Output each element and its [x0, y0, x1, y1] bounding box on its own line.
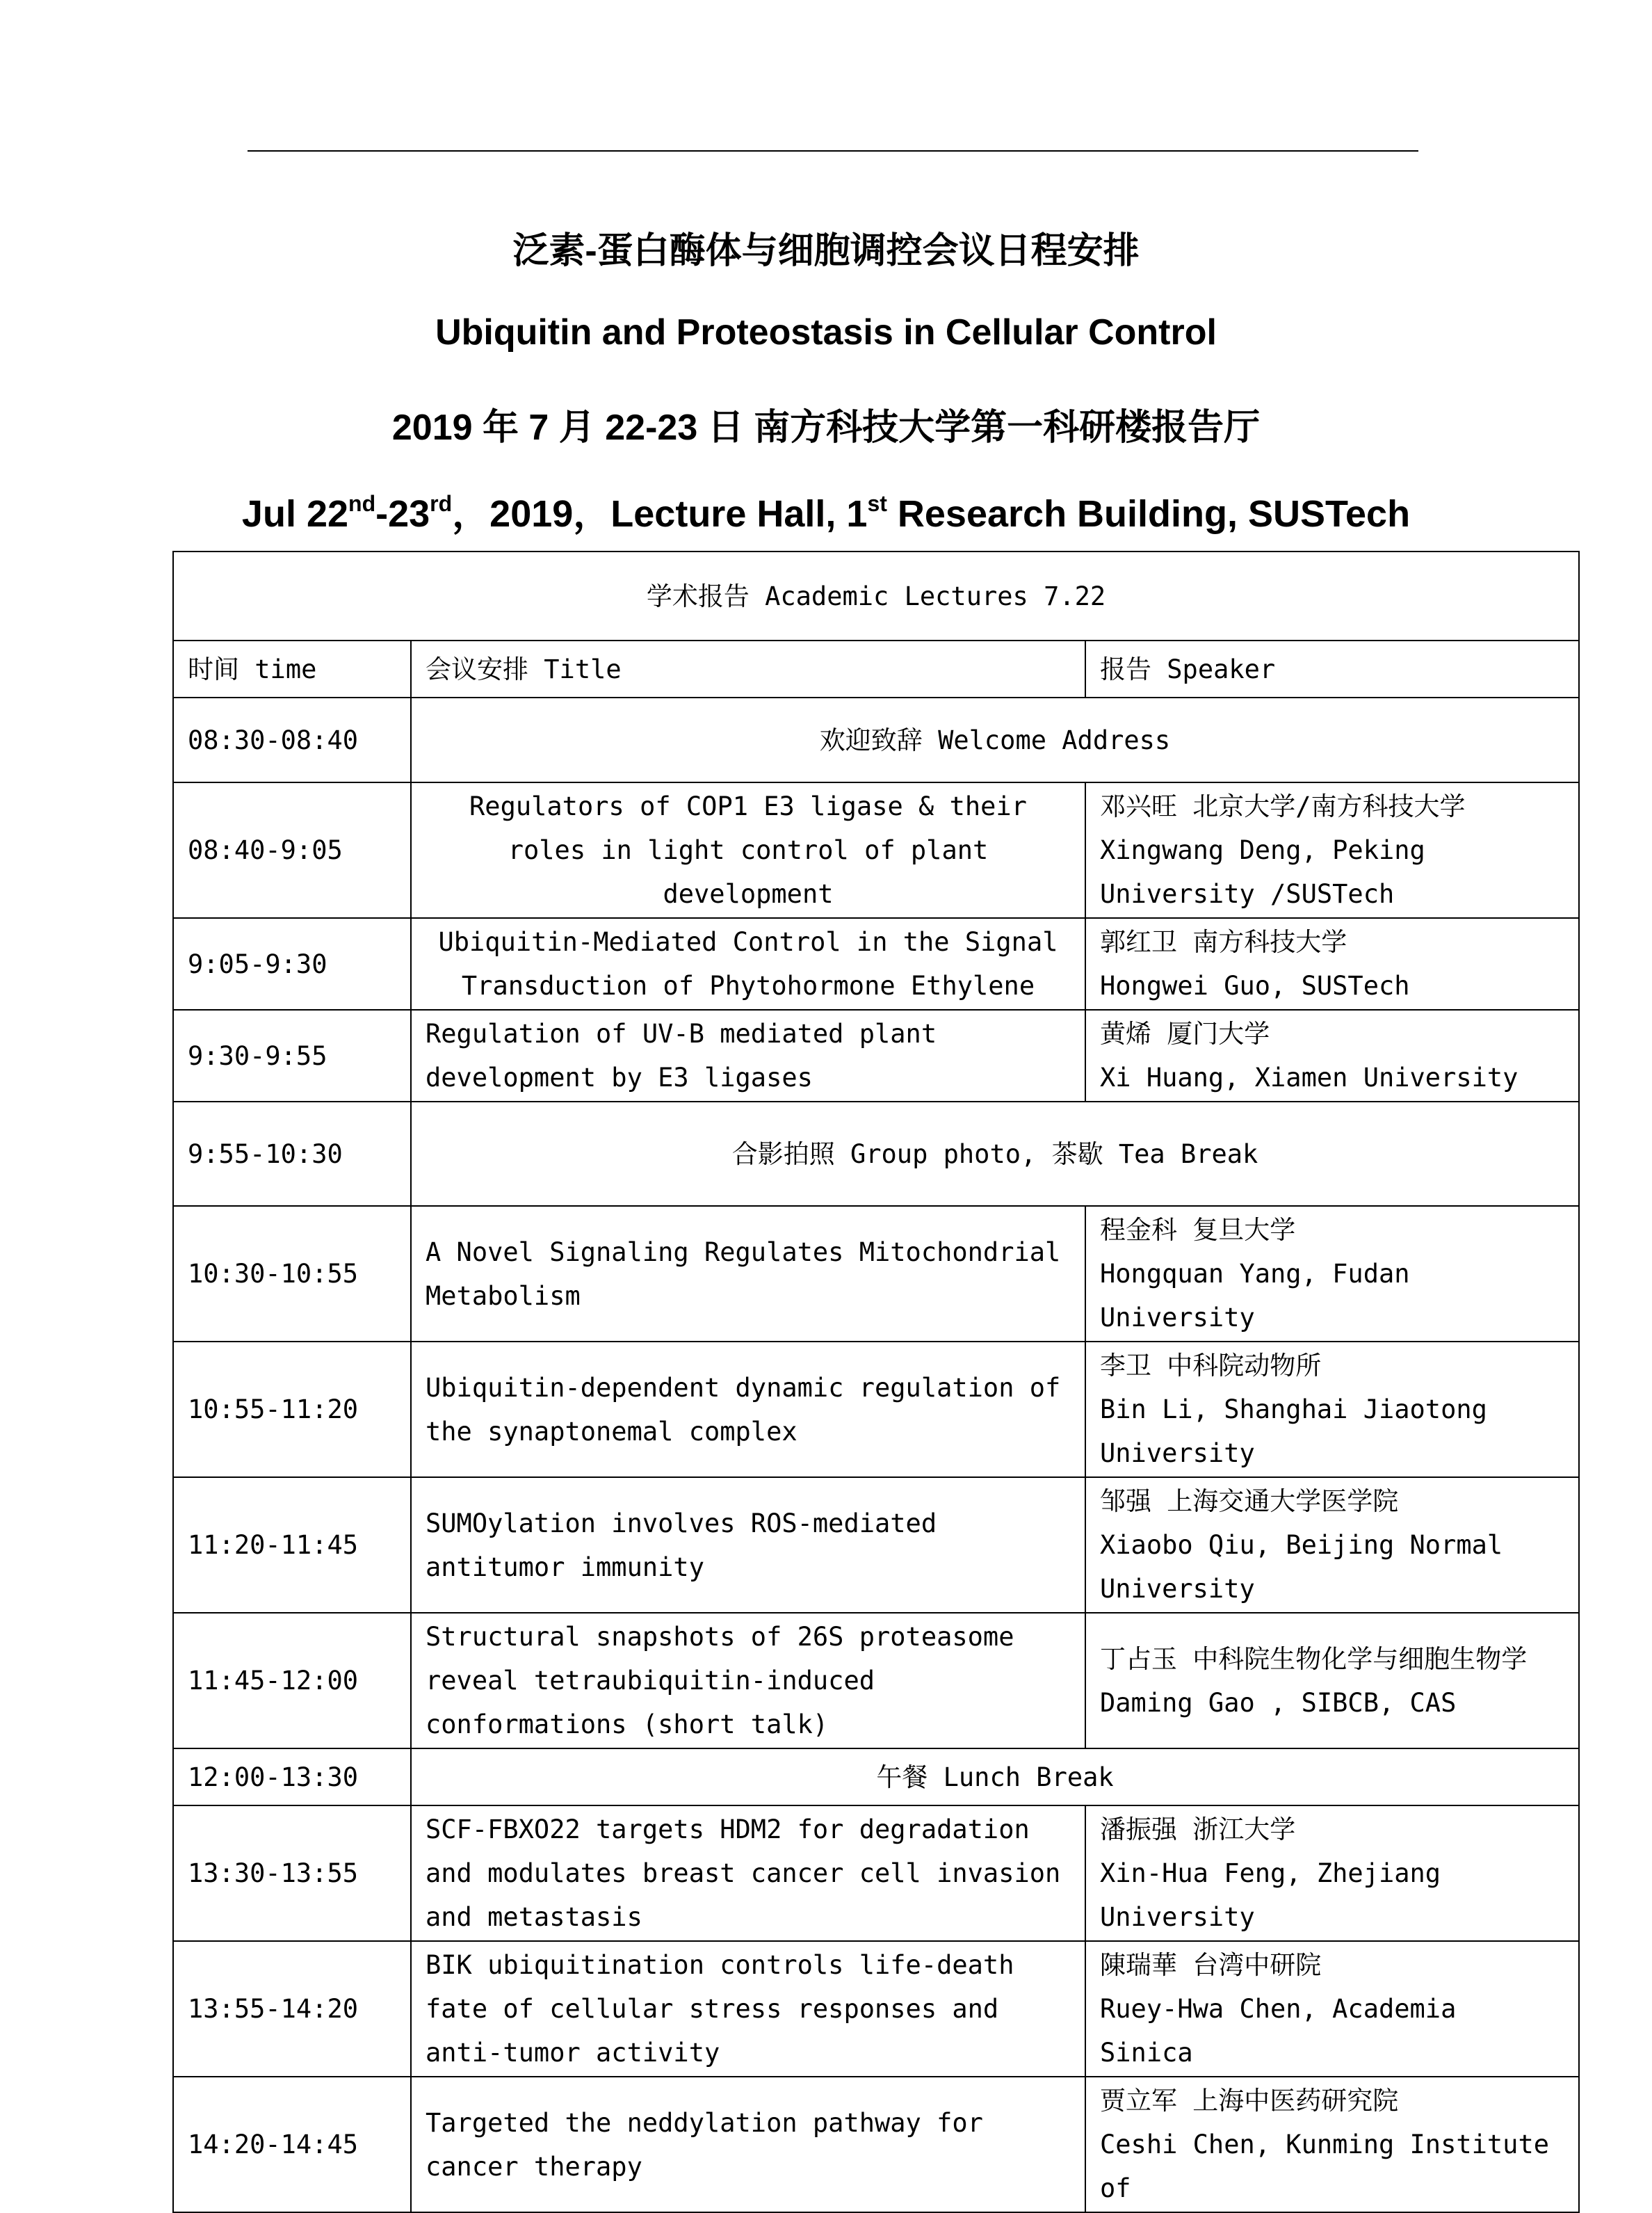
- time-cell: 08:40-9:05: [173, 782, 411, 918]
- schedule-row: [173, 1010, 1579, 1102]
- talk-title-cell: Ubiquitin-dependent dynamic regulation of the synaptonemal complex: [411, 1342, 1085, 1477]
- title-english: Ubiquitin and Proteostasis in Cellular Control: [435, 312, 1217, 353]
- column-header-time: 时间 time: [173, 641, 411, 698]
- speaker-name-chinese: 邹强 上海交通大学医学院: [1100, 1486, 1399, 1516]
- break-cell: 欢迎致辞 Welcome Address: [411, 698, 1579, 782]
- date-venue-chinese: 2019 年 7 月 22-23 日 南方科技大学第一科研楼报告厅: [391, 408, 1261, 448]
- section-header-row: [173, 552, 1579, 641]
- speaker-name-english: Xin-Hua Feng, Zhejiang University: [1100, 1858, 1441, 1932]
- speaker-cell: [1085, 2077, 1579, 2212]
- column-header-speaker: 报告 Speaker: [1085, 641, 1579, 698]
- schedule-row: [173, 1477, 1579, 1613]
- speaker-name-english: Hongwei Guo, SUSTech: [1100, 971, 1410, 1001]
- speaker-name-chinese: 潘振强 浙江大学: [1100, 1814, 1296, 1844]
- speaker-name-chinese: 贾立军 上海中医药研究院: [1100, 2086, 1399, 2116]
- speaker-name-chinese: 黄烯 厦门大学: [1100, 1019, 1270, 1049]
- speaker-name-english: Xi Huang, Xiamen University: [1100, 1063, 1519, 1093]
- schedule-row: [173, 1206, 1579, 1342]
- speaker-cell: [1085, 1342, 1579, 1477]
- speaker-cell: [1085, 1206, 1579, 1342]
- time-cell: 14:20-14:45: [173, 2077, 411, 2212]
- section-header: 学术报告 Academic Lectures 7.22: [173, 552, 1579, 641]
- column-header-row: [173, 641, 1579, 698]
- schedule-row: [173, 1613, 1579, 1748]
- schedule-row: [173, 2077, 1579, 2212]
- time-cell: 11:20-11:45: [173, 1477, 411, 1613]
- time-cell: 11:45-12:00: [173, 1613, 411, 1748]
- speaker-cell: [1085, 918, 1579, 1010]
- schedule-row: [173, 1941, 1579, 2077]
- talk-title-cell: Targeted the neddylation pathway for cancer therapy: [411, 2077, 1085, 2212]
- speaker-name-chinese: 邓兴旺 北京大学/南方科技大学: [1100, 791, 1466, 821]
- title-chinese: 泛素-蛋白酶体与细胞调控会议日程安排: [512, 231, 1140, 271]
- time-cell: 13:55-14:20: [173, 1941, 411, 2077]
- speaker-name-english: Bin Li, Shanghai Jiaotong University: [1100, 1394, 1487, 1468]
- schedule-row: [173, 698, 1579, 782]
- time-cell: 9:30-9:55: [173, 1010, 411, 1102]
- talk-title-cell: Regulators of COP1 E3 ligase & their roles in light control of plant development: [411, 782, 1085, 918]
- speaker-name-english: Ceshi Chen, Kunming Institute of: [1100, 2130, 1550, 2203]
- speaker-name-english: Daming Gao , SIBCB, CAS: [1100, 1687, 1457, 1718]
- time-cell: 08:30-08:40: [173, 698, 411, 782]
- schedule-row: [173, 1342, 1579, 1477]
- talk-title-cell: Structural snapshots of 26S proteasome reveal tetraubiquitin-induced conformations (short talk): [411, 1613, 1085, 1748]
- time-cell: 10:55-11:20: [173, 1342, 411, 1477]
- speaker-name-chinese: 丁占玉 中科院生物化学与细胞生物学: [1100, 1643, 1528, 1674]
- time-cell: 12:00-13:30: [173, 1748, 411, 1805]
- schedule-row: [173, 782, 1579, 918]
- schedule-row: [173, 1805, 1579, 1941]
- schedule-table: [172, 551, 1580, 2213]
- speaker-name-chinese: 程金科 复旦大学: [1100, 1215, 1296, 1245]
- header-rule: [248, 150, 1418, 152]
- break-cell: 午餐 Lunch Break: [411, 1748, 1579, 1805]
- schedule-row: [173, 1102, 1579, 1206]
- time-cell: 13:30-13:55: [173, 1805, 411, 1941]
- speaker-name-chinese: 陳瑞華 台湾中研院: [1100, 1950, 1322, 1980]
- speaker-cell: [1085, 782, 1579, 918]
- speaker-name-english: Hongquan Yang, Fudan University: [1100, 1259, 1410, 1333]
- speaker-name-chinese: 李卫 中科院动物所: [1100, 1351, 1322, 1381]
- time-cell: 9:55-10:30: [173, 1102, 411, 1206]
- schedule-row: [173, 1748, 1579, 1805]
- speaker-name-english: Xiaobo Qiu, Beijing Normal University: [1100, 1530, 1503, 1604]
- schedule-row: [173, 918, 1579, 1010]
- talk-title-cell: Ubiquitin-Mediated Control in the Signal Transduction of Phytohormone Ethylene: [411, 918, 1085, 1010]
- talk-title-cell: SCF-FBXO22 targets HDM2 for degradation and modulates breast cancer cell invasion and metastasis: [411, 1805, 1085, 1941]
- speaker-cell: [1085, 1010, 1579, 1102]
- speaker-cell: [1085, 1941, 1579, 2077]
- talk-title-cell: SUMOylation involves ROS-mediated antitumor immunity: [411, 1477, 1085, 1613]
- talk-title-cell: BIK ubiquitination controls life-death fate of cellular stress responses and anti-tumor activity: [411, 1941, 1085, 2077]
- speaker-name-english: Ruey-Hwa Chen, Academia Sinica: [1100, 1994, 1457, 2068]
- speaker-cell: [1085, 1805, 1579, 1941]
- speaker-name-chinese: 郭红卫 南方科技大学: [1100, 927, 1347, 957]
- talk-title-cell: Regulation of UV-B mediated plant development by E3 ligases: [411, 1010, 1085, 1102]
- time-cell: 9:05-9:30: [173, 918, 411, 1010]
- speaker-name-english: Xingwang Deng, Peking University /SUSTech: [1100, 835, 1425, 909]
- date-venue-english: Jul 22nd-23rd，2019，Lecture Hall, 1st Research Building, SUSTech: [241, 491, 1411, 535]
- time-cell: 10:30-10:55: [173, 1206, 411, 1342]
- column-header-title: 会议安排 Title: [411, 641, 1085, 698]
- speaker-cell: [1085, 1613, 1579, 1748]
- talk-title-cell: A Novel Signaling Regulates Mitochondrial Metabolism: [411, 1206, 1085, 1342]
- speaker-cell: [1085, 1477, 1579, 1613]
- break-cell: 合影拍照 Group photo, 茶歇 Tea Break: [411, 1102, 1579, 1206]
